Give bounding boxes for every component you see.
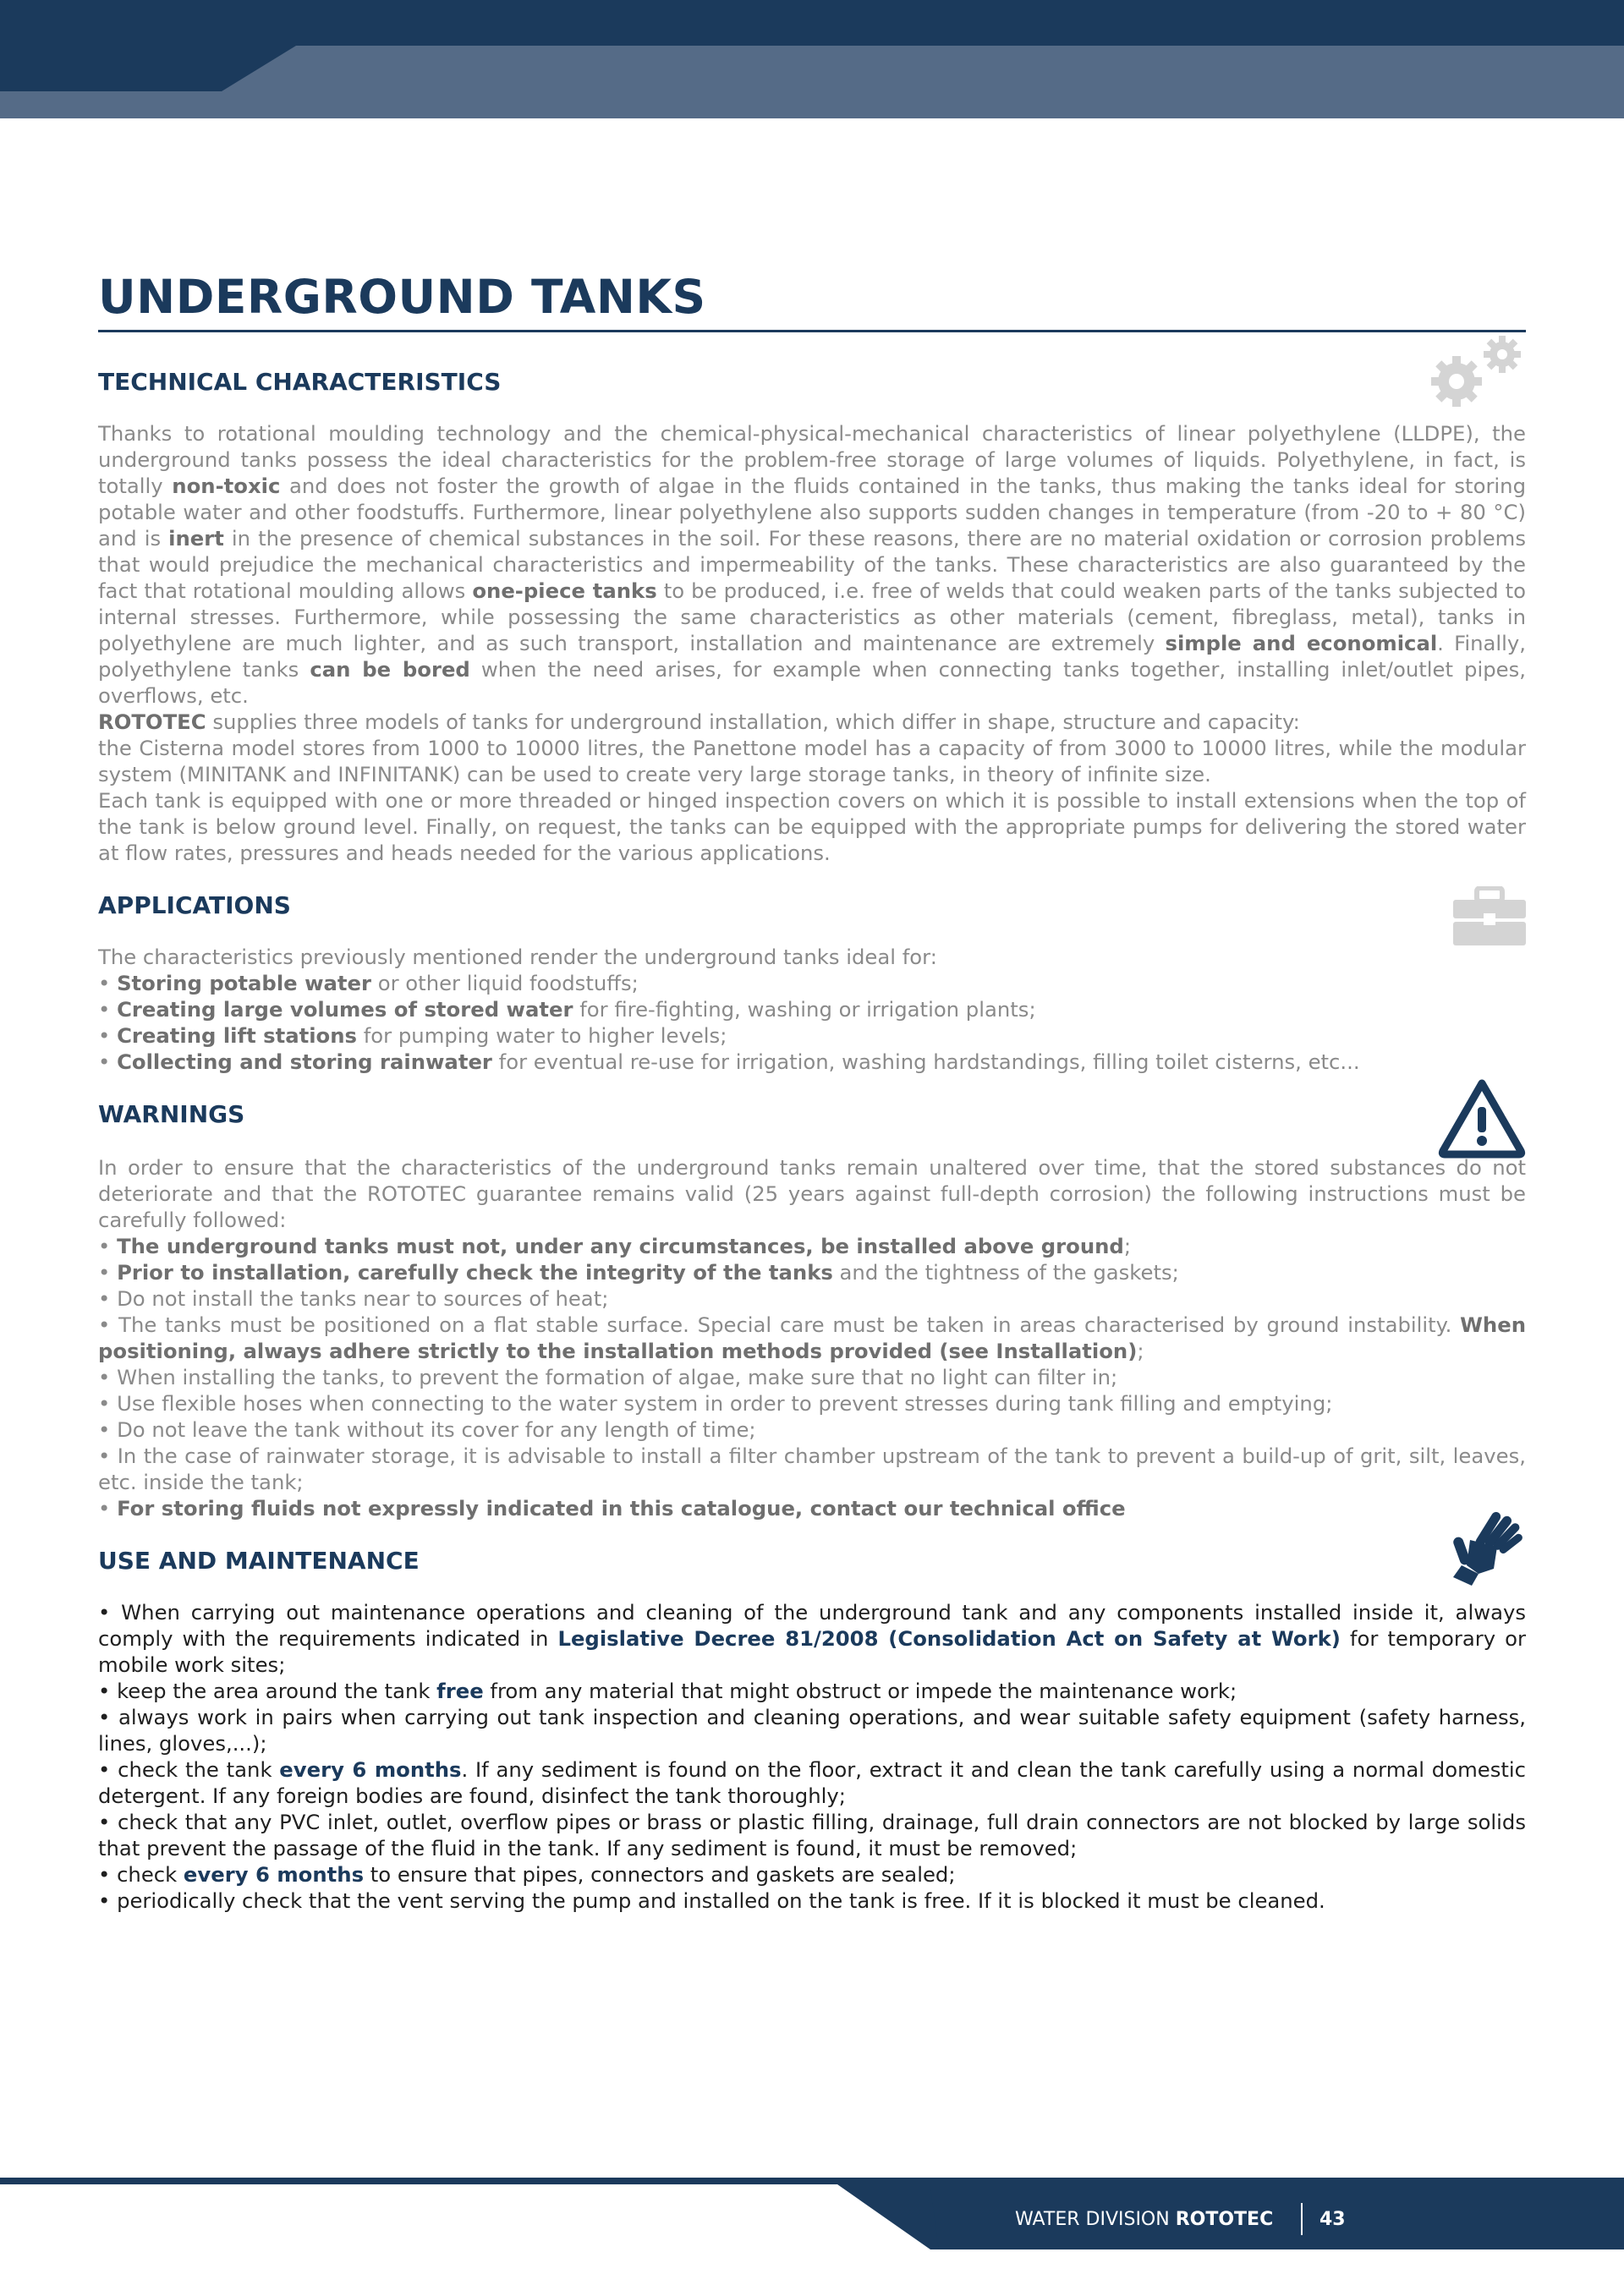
list-item: • check the tank every 6 months. If any sediment is found on the floor, extract it and clean the tank carefully using a normal domestic detergent. If any foreign bodies are found, disinfect the tank thoroughly; bbox=[98, 1757, 1526, 1808]
applications-list bbox=[98, 970, 1526, 1075]
maintenance-list bbox=[98, 1599, 1526, 1914]
list-item: • keep the area around the tank free from any material that might obstruct or impede the maintenance work; bbox=[98, 1679, 1237, 1703]
footer-divider bbox=[1301, 2203, 1303, 2235]
list-item: • Do not leave the tank without its cover for any length of time; bbox=[98, 1417, 756, 1442]
footer-brand: ROTOTEC bbox=[1175, 2209, 1274, 2230]
technical-paragraph-4: Each tank is equipped with one or more threaded or hinged inspection covers on which it is possible to install extensions when the top of the tank is below ground level. Finally, on request, the tanks can be equipped with the appropriate pumps for delivering the stored water at flow rates, pressures and heads needed for the various applications. bbox=[98, 788, 1526, 865]
section-applications bbox=[98, 891, 1526, 1075]
page-number: 43 bbox=[1320, 2209, 1346, 2230]
section-heading: APPLICATIONS bbox=[98, 891, 291, 919]
list-item: • The underground tanks must not, under any circumstances, be installed above ground; bbox=[98, 1234, 1131, 1258]
list-item: • Storing potable water or other liquid foodstuffs; bbox=[98, 971, 639, 995]
list-item: • periodically check that the vent serving the pump and installed on the tank is free. If it is blocked it must be cleaned. bbox=[98, 1888, 1325, 1913]
list-item: • Creating lift stations for pumping water to higher levels; bbox=[98, 1023, 727, 1048]
list-item: • Prior to installation, carefully check the integrity of the tanks and the tightness of the gaskets; bbox=[98, 1260, 1179, 1285]
technical-paragraph-1: Thanks to rotational moulding technology and the chemical-physical-mechanical characteristics of linear polyethylene (LLDPE), the underground tanks possess the ideal characteristics for the problem-free storage of large volumes of liquids. Polyethylene, in fact, is totally non-toxic and does not foster the growth of algae in the fluids contained in the tanks, thus making the tanks ideal for storing potable water and other foodstuffs. Furthermore, linear polyethylene also supports sudden changes in temperature (from -20 to + 80 °C) and is inert in the presence of chemical substances in the soil. For these reasons, there are no material oxidation or corrosion problems that would prejudice the mechanical characteristics and impermeability of the tanks. These characteristics are also guaranteed by the fact that rotational moulding allows one-piece tanks to be produced, i.e. free of welds that could weaken parts of the tanks subjected to internal stresses. Furthermore, while possessing the same characteristics as other materials (cement, fibreglass, metal), tanks in polyethylene are much lighter, and as such transport, installation and maintenance are extremely simple and economical. Finally, polyethylene tanks can be bored when the need arises, for example when connecting tanks together, installing inlet/outlet pipes, overflows, etc. bbox=[98, 421, 1526, 708]
warnings-list bbox=[98, 1233, 1526, 1521]
section-maintenance bbox=[98, 1547, 1526, 1914]
footer-band bbox=[0, 2178, 1624, 2249]
toolbox-icon bbox=[1453, 886, 1526, 949]
list-item: • When carrying out maintenance operations and cleaning of the underground tank and any components installed inside it, always comply with the requirements indicated in Legislative Decree 81/2008 (Consolidation Act on Safety at Work) for temporary or mobile work sites; bbox=[98, 1600, 1526, 1677]
list-item: • In the case of rainwater storage, it is advisable to install a filter chamber upstream of the tank to prevent a build-up of grit, silt, leaves, etc. inside the tank; bbox=[98, 1444, 1526, 1494]
gears-icon bbox=[1424, 334, 1526, 418]
section-heading: WARNINGS bbox=[98, 1100, 245, 1128]
list-item: • Use flexible hoses when connecting to the water system in order to prevent stresses during tank filling and emptying; bbox=[98, 1391, 1333, 1416]
page-title: UNDERGROUND TANKS bbox=[98, 270, 706, 324]
list-item: • When installing the tanks, to prevent the formation of algae, make sure that no light can filter in; bbox=[98, 1365, 1118, 1389]
warning-icon bbox=[1438, 1078, 1526, 1163]
section-technical bbox=[98, 368, 1526, 866]
list-item: • check that any PVC inlet, outlet, overflow pipes or brass or plastic filling, drainage, full drain connectors are not blocked by large solids that prevent the passage of the fluid in the tank. If any sediment is found, it must be removed; bbox=[98, 1810, 1526, 1860]
list-item: • always work in pairs when carrying out tank inspection and cleaning operations, and wear suitable safety equipment (safety harness, lines, gloves,...); bbox=[98, 1705, 1526, 1756]
list-item: • Collecting and storing rainwater for eventual re-use for irrigation, washing hardstandings, filling toilet cisterns, etc... bbox=[98, 1049, 1360, 1074]
list-item: • The tanks must be positioned on a flat stable surface. Special care must be taken in areas characterised by ground instability. When positioning, always adhere strictly to the installation methods provided (see Installation); bbox=[98, 1312, 1526, 1363]
main-content bbox=[98, 269, 1526, 1914]
applications-intro: The characteristics previously mentioned render the underground tanks ideal for: bbox=[98, 945, 937, 969]
section-heading: USE AND MAINTENANCE bbox=[98, 1547, 420, 1575]
glove-icon bbox=[1445, 1506, 1526, 1591]
list-item: • For storing fluids not expressly indicated in this catalogue, contact our technical office bbox=[98, 1496, 1126, 1521]
section-warnings bbox=[98, 1100, 1526, 1521]
warnings-intro: In order to ensure that the characteristics of the underground tanks remain unaltered over time, that the stored substances do not deteriorate and that the ROTOTEC guarantee remains valid (25 years against full-depth corrosion) the following instructions must be carefully followed: bbox=[98, 1155, 1526, 1232]
technical-paragraph-3: the Cisterna model stores from 1000 to 10000 litres, the Panettone model has a capacity of from 3000 to 10000 litres, while the modular system (MINITANK and INFINITANK) can be used to create very large storage tanks, in theory of infinite size. bbox=[98, 736, 1526, 786]
title-divider bbox=[98, 330, 1526, 332]
footer-label: WATER DIVISION ROTOTEC bbox=[1015, 2209, 1274, 2230]
list-item: • Creating large volumes of stored water for fire-fighting, washing or irrigation plants; bbox=[98, 997, 1036, 1022]
technical-paragraph-2: ROTOTEC supplies three models of tanks for underground installation, which differ in shape, structure and capacity: bbox=[98, 710, 1300, 734]
list-item: • Do not install the tanks near to sources of heat; bbox=[98, 1286, 609, 1311]
list-item: • check every 6 months to ensure that pipes, connectors and gaskets are sealed; bbox=[98, 1862, 956, 1887]
section-heading: TECHNICAL CHARACTERISTICS bbox=[98, 368, 502, 396]
header-band bbox=[0, 0, 1624, 118]
